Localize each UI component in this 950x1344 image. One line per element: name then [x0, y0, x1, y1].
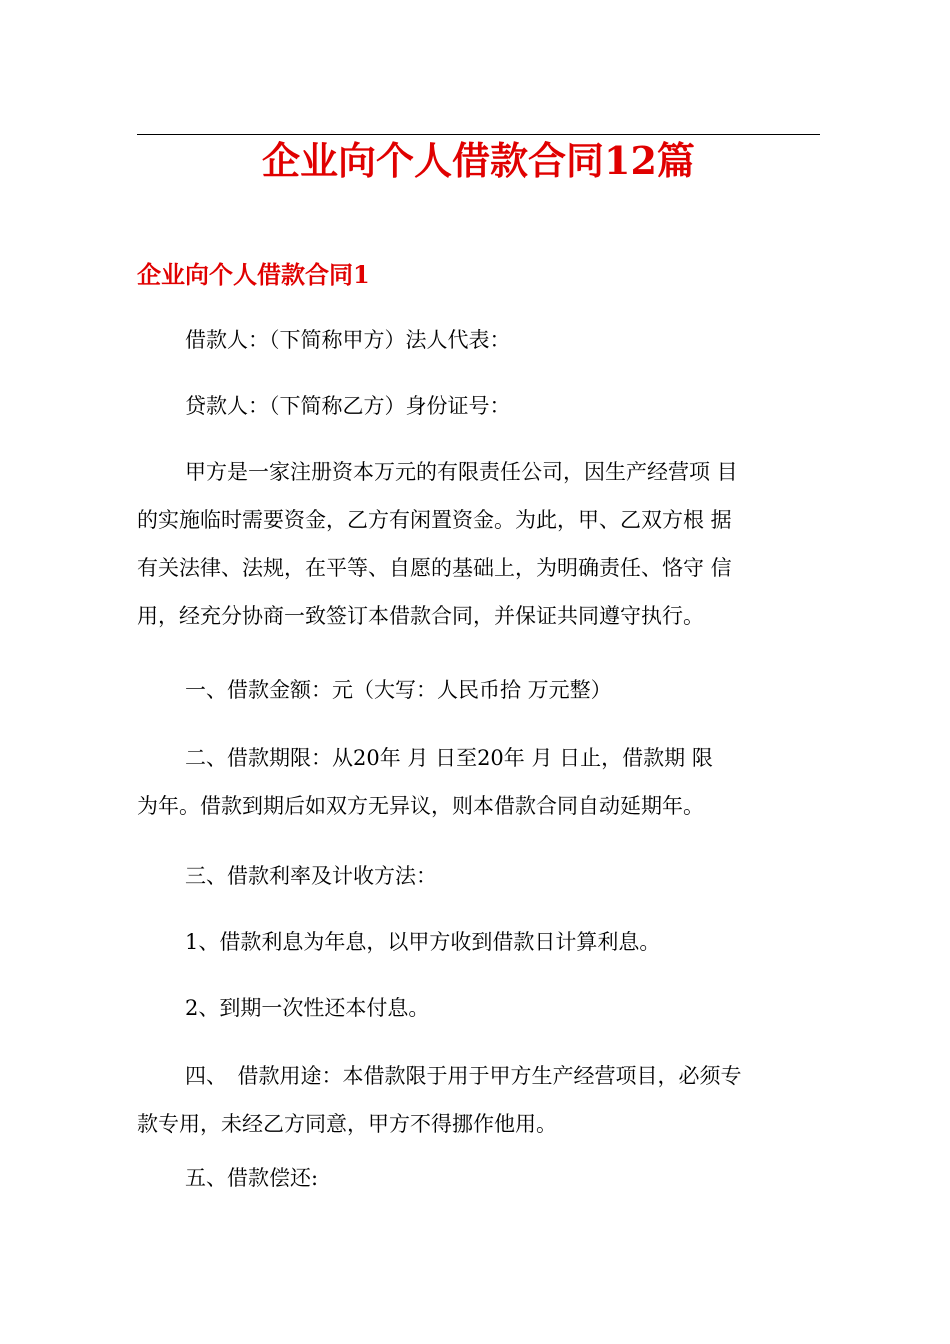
clause-term-line: 二、借款期限：从20年 月 日至20年 月 日止，借款期 限: [185, 746, 713, 770]
clause-purpose: [137, 1052, 827, 1148]
clause-purpose-line: 四、 借款用途：本借款限于用于甲方生产经营项目，必须专: [185, 1064, 742, 1088]
header-rule: [137, 134, 820, 135]
clause-amount: 一、借款金额：元（大写：人民币拾 万元整）: [185, 678, 612, 702]
clause-interest-item-1: 1、借款利息为年息，以甲方收到借款日计算利息。: [185, 930, 661, 954]
intro-line: 的实施临时需要资金，乙方有闲置资金。为此，甲、乙双方根 据: [137, 508, 732, 532]
clause-repayment: 五、借款偿还:: [185, 1166, 319, 1190]
clause-interest-item-2: 2、到期一次性还本付息。: [185, 996, 430, 1020]
clause-interest: 三、借款利率及计收方法：: [185, 864, 437, 888]
section-title: 企业向个人借款合同1: [137, 260, 370, 289]
clause-purpose-line: 款专用，未经乙方同意，甲方不得挪作他用。: [137, 1112, 557, 1136]
intro-paragraph: [137, 448, 827, 640]
document-title: 企业向个人借款合同12篇: [262, 138, 695, 183]
intro-line: 用，经充分协商一致签订本借款合同，并保证共同遵守执行。: [137, 604, 704, 628]
borrower-line: 借款人：（下简称甲方）法人代表：: [185, 328, 511, 352]
clause-term-line: 为年。借款到期后如双方无异议，则本借款合同自动延期年。: [137, 794, 704, 818]
clause-term: [137, 734, 827, 830]
intro-line: 甲方是一家注册资本万元的有限责任公司，因生产经营项 目: [185, 460, 738, 484]
intro-line: 有关法律、法规，在平等、自愿的基础上，为明确责任、恪守 信: [137, 556, 732, 580]
lender-line: 贷款人：（下简称乙方）身份证号：: [185, 394, 511, 418]
